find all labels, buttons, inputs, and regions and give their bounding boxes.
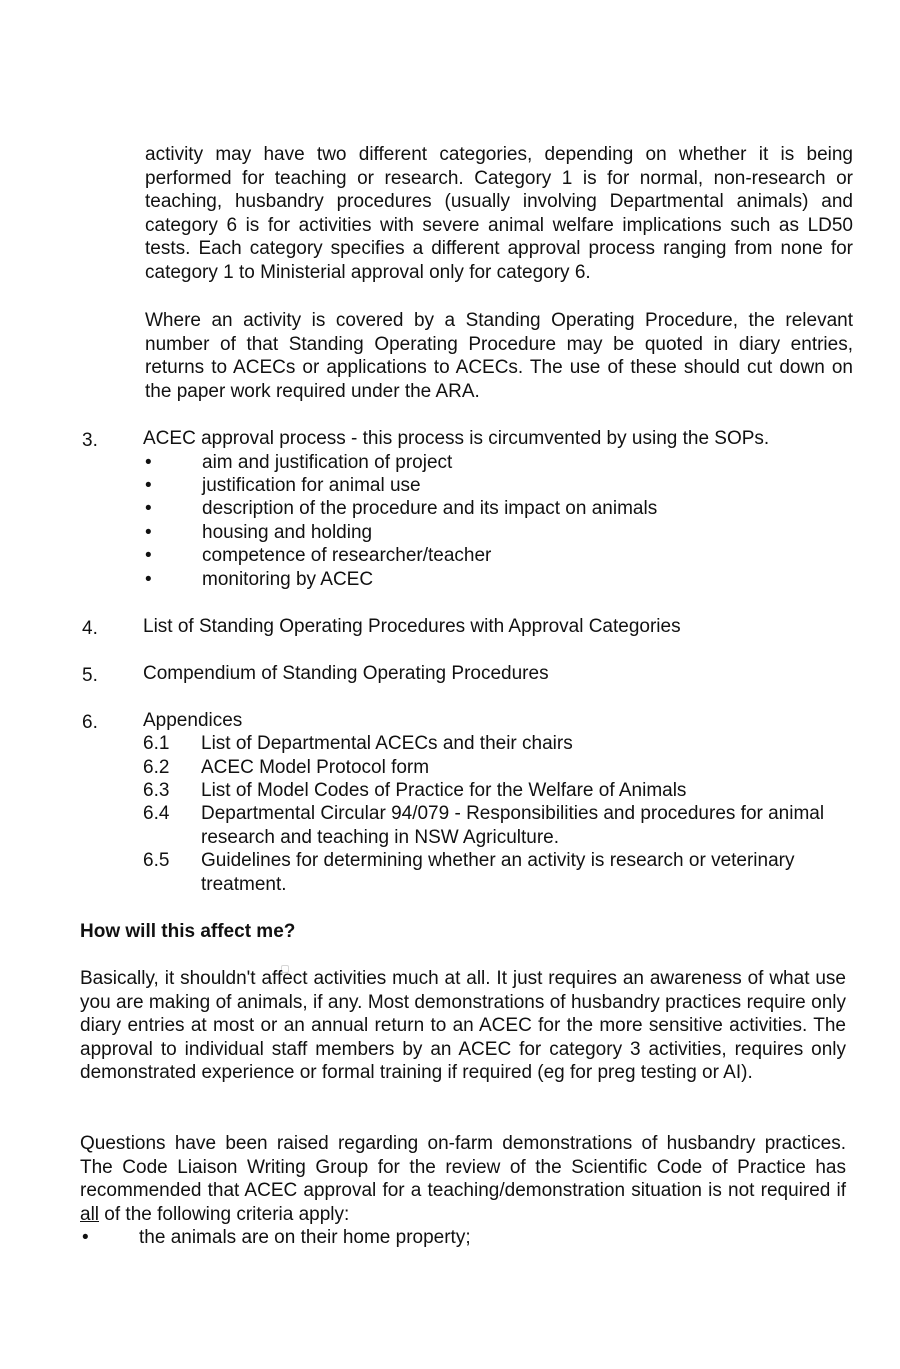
appendix-text: List of Departmental ACECs and their chairs [201, 733, 573, 754]
list-item [145, 474, 845, 498]
bullet-text: description of the procedure and its impact on animals [202, 498, 658, 519]
item-5-text: Compendium of Standing Operating Procedures [143, 663, 549, 684]
item-4-number: 4. [82, 618, 98, 639]
section-heading: How will this affect me? [80, 921, 296, 942]
item-3-text: ACEC approval process - this process is circumvented by using the SOPs. [143, 428, 770, 449]
item-4-text: List of Standing Operating Procedures with Approval Categories [143, 616, 681, 637]
appendix-number: 6.5 [143, 850, 170, 871]
bullet-icon: • [145, 452, 152, 473]
item-3-number: 3. [82, 430, 98, 451]
category-paragraph: activity may have two different categories, depending on whether it is being performed for teaching or research. Category 1 is for normal, non-research or teaching, husbandry procedures (usually involving Departmental animals) and category 6 is for activities with severe animal welfare implications such as LD50 tests. Each category specifies a different approval process ranging from none for category 1 to Ministerial approval only for category 6. [145, 144, 853, 283]
bullet-icon: • [82, 1227, 89, 1248]
criteria-paragraph [80, 1132, 846, 1226]
criteria-emphasis: all [80, 1203, 100, 1225]
bullet-text: the animals are on their home property; [139, 1227, 471, 1248]
list-item [145, 568, 845, 592]
appendix-number: 6.4 [143, 803, 170, 824]
list-item [145, 497, 845, 521]
bullet-icon: • [145, 569, 152, 590]
bullet-text: competence of researcher/teacher [202, 545, 492, 566]
bullet-text: justification for animal use [202, 475, 421, 496]
list-item [145, 521, 845, 545]
bullet-text: monitoring by ACEC [202, 569, 374, 590]
bullet-text: aim and justification of project [202, 452, 453, 473]
item-6-text: Appendices [143, 710, 243, 731]
bullet-icon: • [145, 475, 152, 496]
item-6-number: 6. [82, 712, 98, 733]
appendix-text: Departmental Circular 94/079 - Responsibilities and procedures for animal research and teaching in NSW Agriculture. [201, 803, 825, 848]
appendix-text: ACEC Model Protocol form [201, 757, 430, 778]
criteria-intro: Questions have been raised regarding on-farm demonstrations of husbandry practices. The Code Liaison Writing Group for the review of the Scientific Code of Practice has recommended that ACEC approval for a teaching/demonstration situation is not required if [80, 1133, 846, 1202]
appendix-number: 6.2 [143, 757, 170, 778]
bullet-icon: • [145, 522, 152, 543]
item-5-number: 5. [82, 665, 98, 686]
appendix-number: 6.3 [143, 780, 170, 801]
appendix-text: Guidelines for determining whether an activity is research or veterinary treatment. [201, 850, 795, 895]
affect-paragraph: Basically, it shouldn't affect activities much at all. It just requires an awareness of what use you are making of animals, if any. Most demonstrations of husbandry practices require only diary entries at most or an annual return to an ACEC for the more sensitive activities. The approval to individual staff members by an ACEC for category 3 activities, requires only demonstrated experience or formal training if required (eg for preg testing or AI). [80, 968, 846, 1084]
list-item [145, 544, 845, 568]
bullet-icon: • [145, 545, 152, 566]
bullet-icon: • [145, 498, 152, 519]
list-item [82, 1226, 782, 1250]
criteria-outro: of the following criteria apply: [99, 1203, 350, 1225]
bullet-text: housing and holding [202, 522, 373, 543]
sop-paragraph: Where an activity is covered by a Standing Operating Procedure, the relevant number of that Standing Operating Procedure may be quoted in diary entries, returns to ACECs or applications to ACECs. The use of these should cut down on the paper work required under the ARA. [145, 310, 853, 402]
appendix-text: List of Model Codes of Practice for the Welfare of Animals [201, 780, 687, 801]
list-item [145, 451, 845, 475]
appendix-number: 6.1 [143, 733, 170, 754]
